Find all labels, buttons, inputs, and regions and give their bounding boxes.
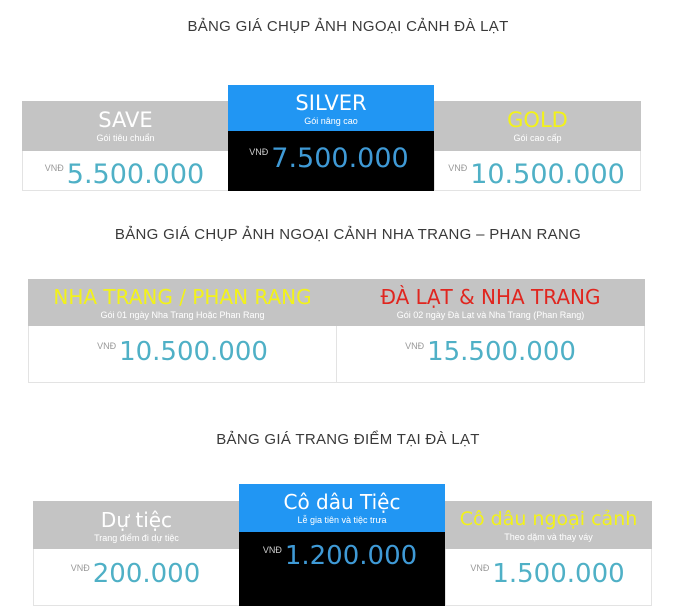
plan-subtitle: Gói nâng cao [304, 116, 358, 126]
plan-price: 1.500.000 [492, 559, 625, 589]
plan-price-area [434, 151, 641, 191]
plan-price: 200.000 [92, 559, 201, 589]
section-title-nhatrang-photo: BẢNG GIÁ CHỤP ẢNH NGOẠI CẢNH NHA TRANG – PHAN RANG [114, 226, 582, 243]
plan-name: ĐÀ LẠT & NHA TRANG [380, 285, 601, 309]
plan-price-area [239, 532, 445, 606]
plan-name: Dự tiệc [100, 508, 173, 532]
plan-price: 5.500.000 [66, 159, 205, 190]
plan-name: SAVE [98, 108, 153, 132]
section-title-makeup: BẢNG GIÁ TRANG ĐIỂM TẠI ĐÀ LẠT [216, 431, 480, 448]
currency-label: VNĐ [470, 563, 490, 573]
plan-price: 15.500.000 [427, 337, 576, 367]
plan-name: GOLD [507, 108, 568, 132]
plan-name: Cô dâu Tiệc [283, 490, 401, 514]
plan-name: NHA TRANG / PHAN RANG [53, 285, 312, 309]
plan-header [239, 484, 445, 532]
plan-header [434, 101, 641, 151]
plan-header [336, 279, 645, 326]
plan-price: 7.500.000 [271, 143, 409, 174]
plan-header [445, 501, 652, 549]
section-title-dalat-photo: BẢNG GIÁ CHỤP ẢNH NGOẠI CẢNH ĐÀ LẠT [187, 18, 509, 35]
plan-card-gold [434, 101, 641, 191]
currency-label: VNĐ [97, 341, 117, 351]
plan-name: Cô dâu ngoại cảnh [459, 508, 638, 530]
plan-header [228, 85, 434, 131]
currency-label: VNĐ [262, 545, 282, 555]
plan-subtitle: Gói tiêu chuẩn [96, 133, 155, 143]
plan-header [28, 279, 337, 326]
plan-price-area [228, 131, 434, 191]
plan-price: 1.200.000 [284, 541, 418, 571]
plan-price: 10.500.000 [470, 159, 625, 190]
currency-label: VNĐ [405, 341, 425, 351]
currency-label: VNĐ [70, 563, 90, 573]
plan-card-silver [228, 85, 434, 191]
plan-card-save [22, 101, 229, 191]
plan-card-nhatrang [28, 279, 337, 383]
currency-label: VNĐ [448, 163, 468, 173]
currency-label: VNĐ [249, 147, 269, 157]
plan-card-du-tiec [33, 501, 240, 606]
plan-header [22, 101, 229, 151]
plan-subtitle: Gói 01 ngày Nha Trang Hoặc Phan Rang [100, 310, 265, 320]
plan-price-area [336, 326, 645, 383]
plan-price-area [445, 549, 652, 606]
plan-card-co-dau-tiec [239, 484, 445, 606]
plan-header [33, 501, 240, 549]
currency-label: VNĐ [44, 163, 64, 173]
plan-price-area [28, 326, 337, 383]
plan-price-area [33, 549, 240, 606]
plan-subtitle: Trang điểm đi dự tiệc [94, 533, 179, 543]
plan-subtitle: Theo dặm và thay váy [504, 532, 593, 542]
plan-price-area [22, 151, 229, 191]
plan-subtitle: Gói cao cấp [513, 133, 562, 143]
plan-subtitle: Gói 02 ngày Đà Lạt và Nha Trang (Phan Rang) [396, 310, 585, 320]
plan-card-dalat-nhatrang [336, 279, 645, 383]
plan-card-co-dau-ngoai-canh [445, 501, 652, 606]
plan-name: SILVER [295, 91, 367, 115]
plan-price: 10.500.000 [119, 337, 268, 367]
plan-subtitle: Lễ gia tiên và tiệc trưa [297, 515, 387, 525]
